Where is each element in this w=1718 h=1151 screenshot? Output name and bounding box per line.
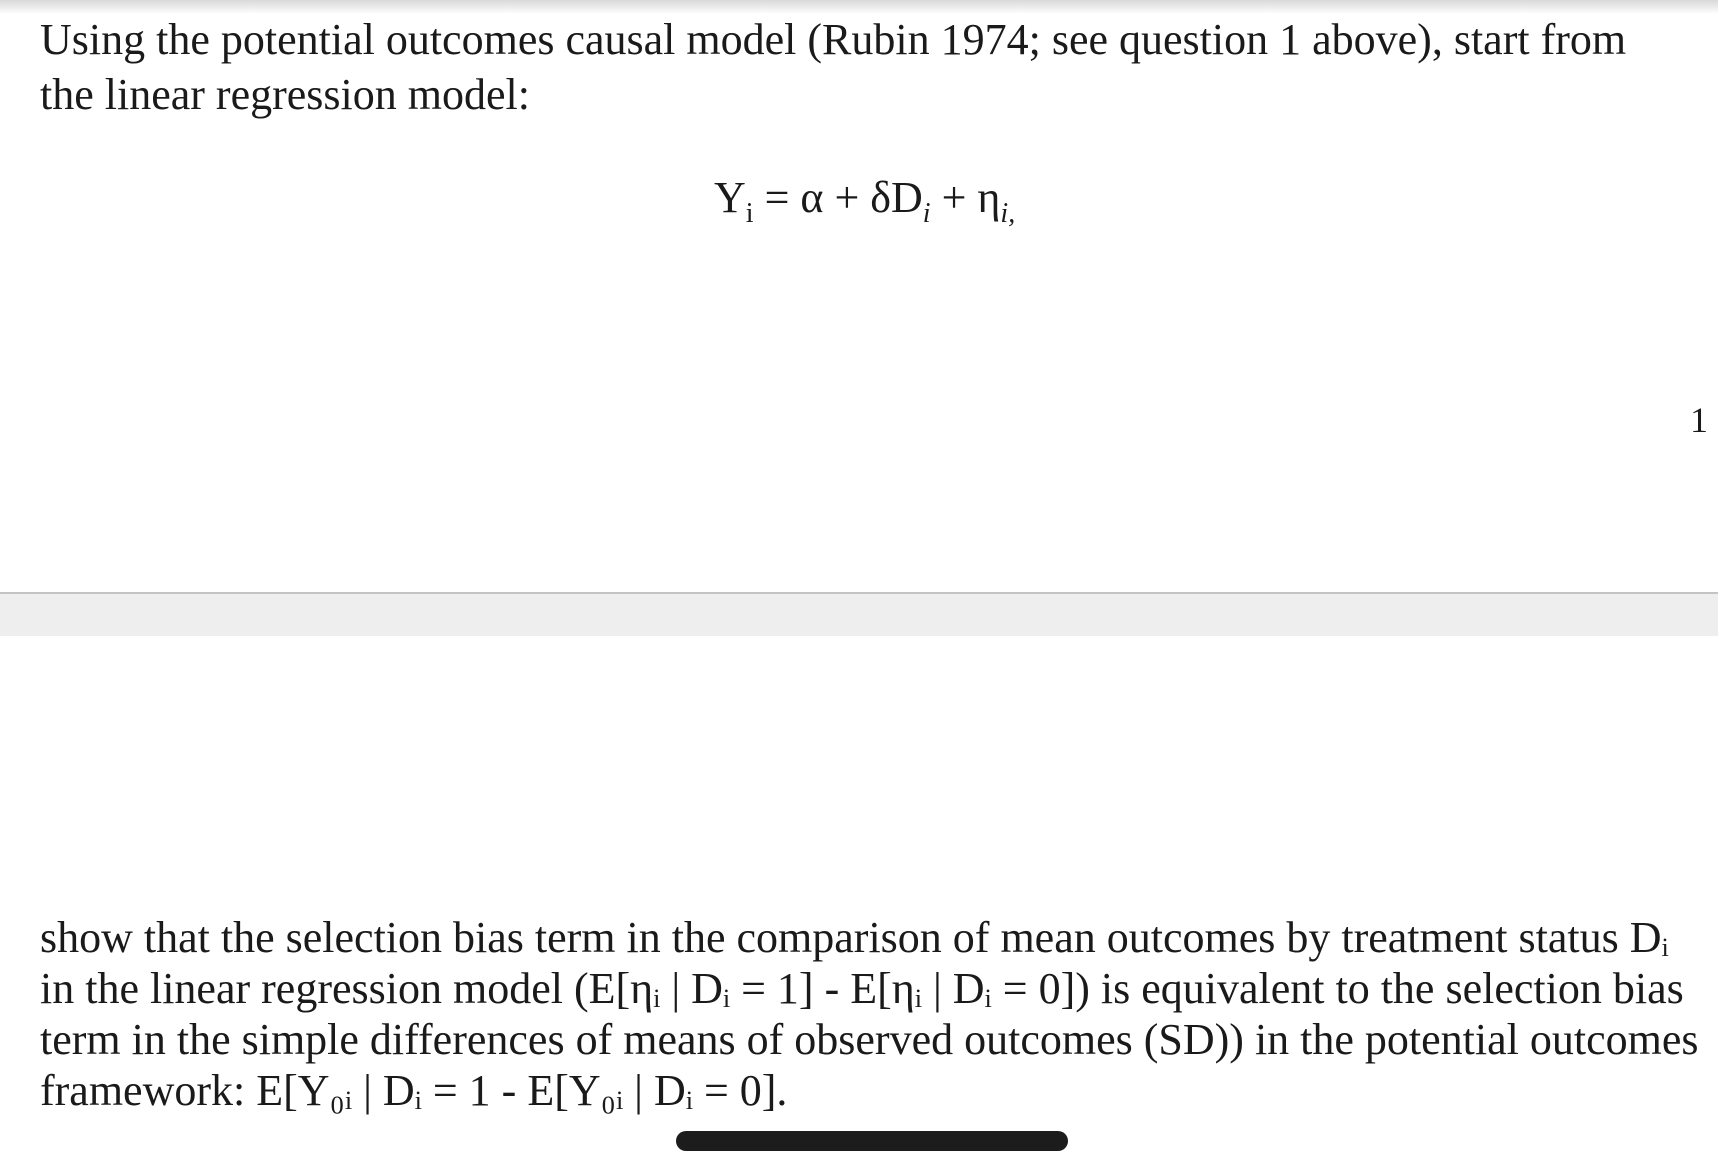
equation-lhs-sub: i: [745, 198, 754, 229]
equation-eta-sub: i,: [1000, 198, 1016, 229]
equation-eta: η: [977, 173, 1001, 222]
equation-plus-1: +: [823, 173, 871, 222]
page-number: 1: [1690, 400, 1708, 440]
page-break-separator: [0, 592, 1718, 638]
scroll-indicator[interactable]: [676, 1131, 1068, 1151]
intro-paragraph: Using the potential outcomes causal model (Rubin 1974; see question 1 above), start from the linear regression model:: [40, 15, 1627, 119]
equation-lhs: Y: [714, 173, 746, 222]
equation-d-sub: i: [922, 198, 931, 229]
equation-plus-2: +: [930, 173, 978, 222]
equation-equals: =: [753, 173, 801, 222]
question-paragraph: show that the selection bias term in the comparison of mean outcomes by treatment status Dᵢ in the linear regression model (E[ηᵢ | Dᵢ = 1] - E[ηᵢ | Dᵢ = 0]) is equivalent to the selection bias term in the simple differences of means of observed outcomes (SD)) in the potential outcomes framework: E[Y₀ᵢ | Dᵢ = 1 - E[Y₀ᵢ | Dᵢ = 0].: [40, 913, 1699, 1115]
equation-alpha: α: [800, 173, 824, 222]
equation-delta-d: δD: [870, 173, 923, 222]
regression-equation: [714, 170, 1016, 229]
